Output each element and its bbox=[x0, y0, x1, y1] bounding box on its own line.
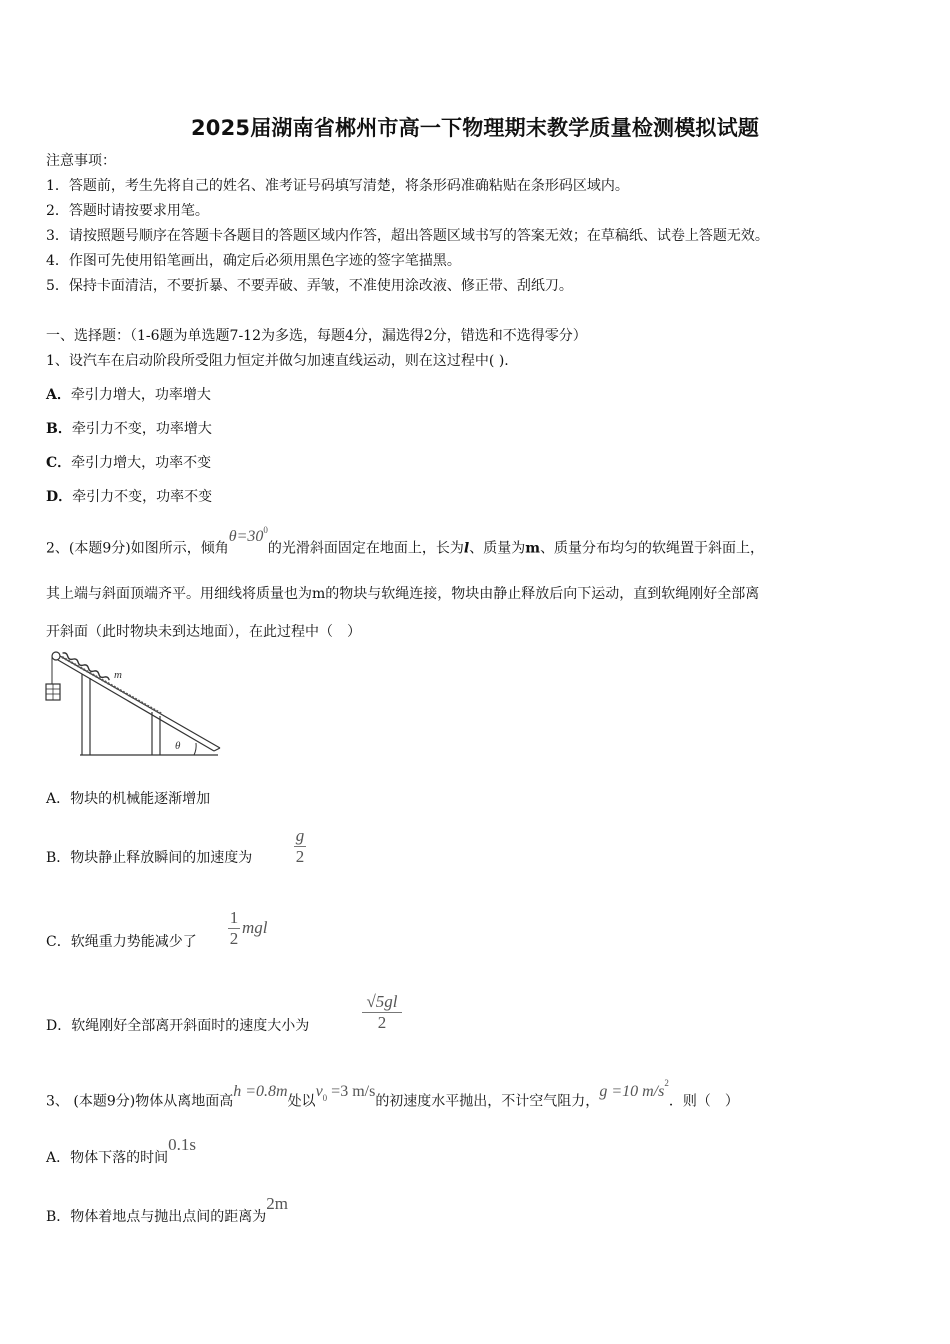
question-3-option-a: A．物体下落的时间0.1s bbox=[46, 1135, 196, 1166]
question-1-stem: 1、设汽车在启动阶段所受阻力恒定并做匀加速直线运动，则在这过程中( ). bbox=[46, 353, 509, 369]
section-heading: 一、选择题：（1-6题为单选题7-12为多选，每题4分，漏选得2分，错选和不选得零分） bbox=[46, 328, 587, 344]
notice-item-4: 4．作图可先使用铅笔画出，确定后必须用黑色字迹的签字笔描黑。 bbox=[46, 253, 461, 269]
notice-item-1: 1．答题前，考生先将自己的姓名、准考证号码填写清楚，将条形码准确粘贴在条形码区域内。 bbox=[46, 178, 629, 194]
notice-item-5: 5．保持卡面清洁，不要折暴、不要弄破、弄皱，不准使用涂改液、修正带、刮纸刀。 bbox=[46, 278, 573, 294]
question-2-option-b: B．物块静止释放瞬间的加速度为 bbox=[46, 850, 253, 866]
notice-item-3: 3．请按照题号顺序在答题卡各题目的答题区域内作答，超出答题区域书写的答案无效；在草稿纸、试卷上答题无效。 bbox=[46, 228, 769, 244]
notice-item-2: 2．答题时请按要求用笔。 bbox=[46, 203, 209, 219]
question-2-option-d-fraction: √5gl 2 bbox=[362, 992, 402, 1033]
question-2-option-c-tail: mgl bbox=[242, 918, 268, 937]
question-1-option-c: C．牵引力增大，功率不变 bbox=[46, 455, 212, 471]
question-3-option-b: B．物体着地点与抛出点间的距离为2m bbox=[46, 1194, 289, 1225]
question-2-stem-line2: 其上端与斜面顶端齐平。用细线将质量也为m的物块与软绳连接，物块由静止释放后向下运动，直到软绳刚好全部离 bbox=[46, 586, 760, 602]
question-2-option-a: A．物块的机械能逐渐增加 bbox=[46, 791, 211, 807]
question-2-option-d: D．软绳刚好全部离开斜面时的速度大小为 bbox=[46, 1018, 310, 1034]
question-2-option-c-fraction: 1 2 bbox=[229, 908, 239, 948]
question-2-stem-line1: 2、(本题9分)如图所示，倾角$\theta=30^0$的光滑斜面固定在地面上，长为l、质量为m、质量分布均匀的软绳置于斜面上， bbox=[46, 525, 765, 557]
page-title: 2025届湖南省郴州市高一下物理期末教学质量检测模拟试题 bbox=[190, 116, 760, 140]
question-1-option-a: A．牵引力增大，功率增大 bbox=[46, 387, 211, 403]
question-2-stem-line3: 开斜面（此时物块未到达地面），在此过程中（ ） bbox=[46, 624, 361, 640]
question-3-stem: 3、 (本题9分)物体从离地面高h =0.8m处以$v_0 =3$ m/s的初速度水平抛出，不计空气阻力，g =10 $m/s^2$．则（ ） bbox=[46, 1078, 739, 1110]
incline-figure bbox=[44, 648, 226, 760]
question-1-option-b: B．牵引力不变，功率增大 bbox=[46, 421, 212, 437]
figure-label-m: m bbox=[114, 669, 122, 681]
question-1-option-d: D．牵引力不变，功率不变 bbox=[46, 489, 213, 505]
figure-label-theta: θ bbox=[175, 740, 181, 752]
question-2-option-c: C．软绳重力势能减少了 bbox=[46, 934, 197, 950]
notice-heading: 注意事项： bbox=[46, 153, 116, 169]
question-2-option-b-fraction: g 2 bbox=[295, 826, 305, 866]
